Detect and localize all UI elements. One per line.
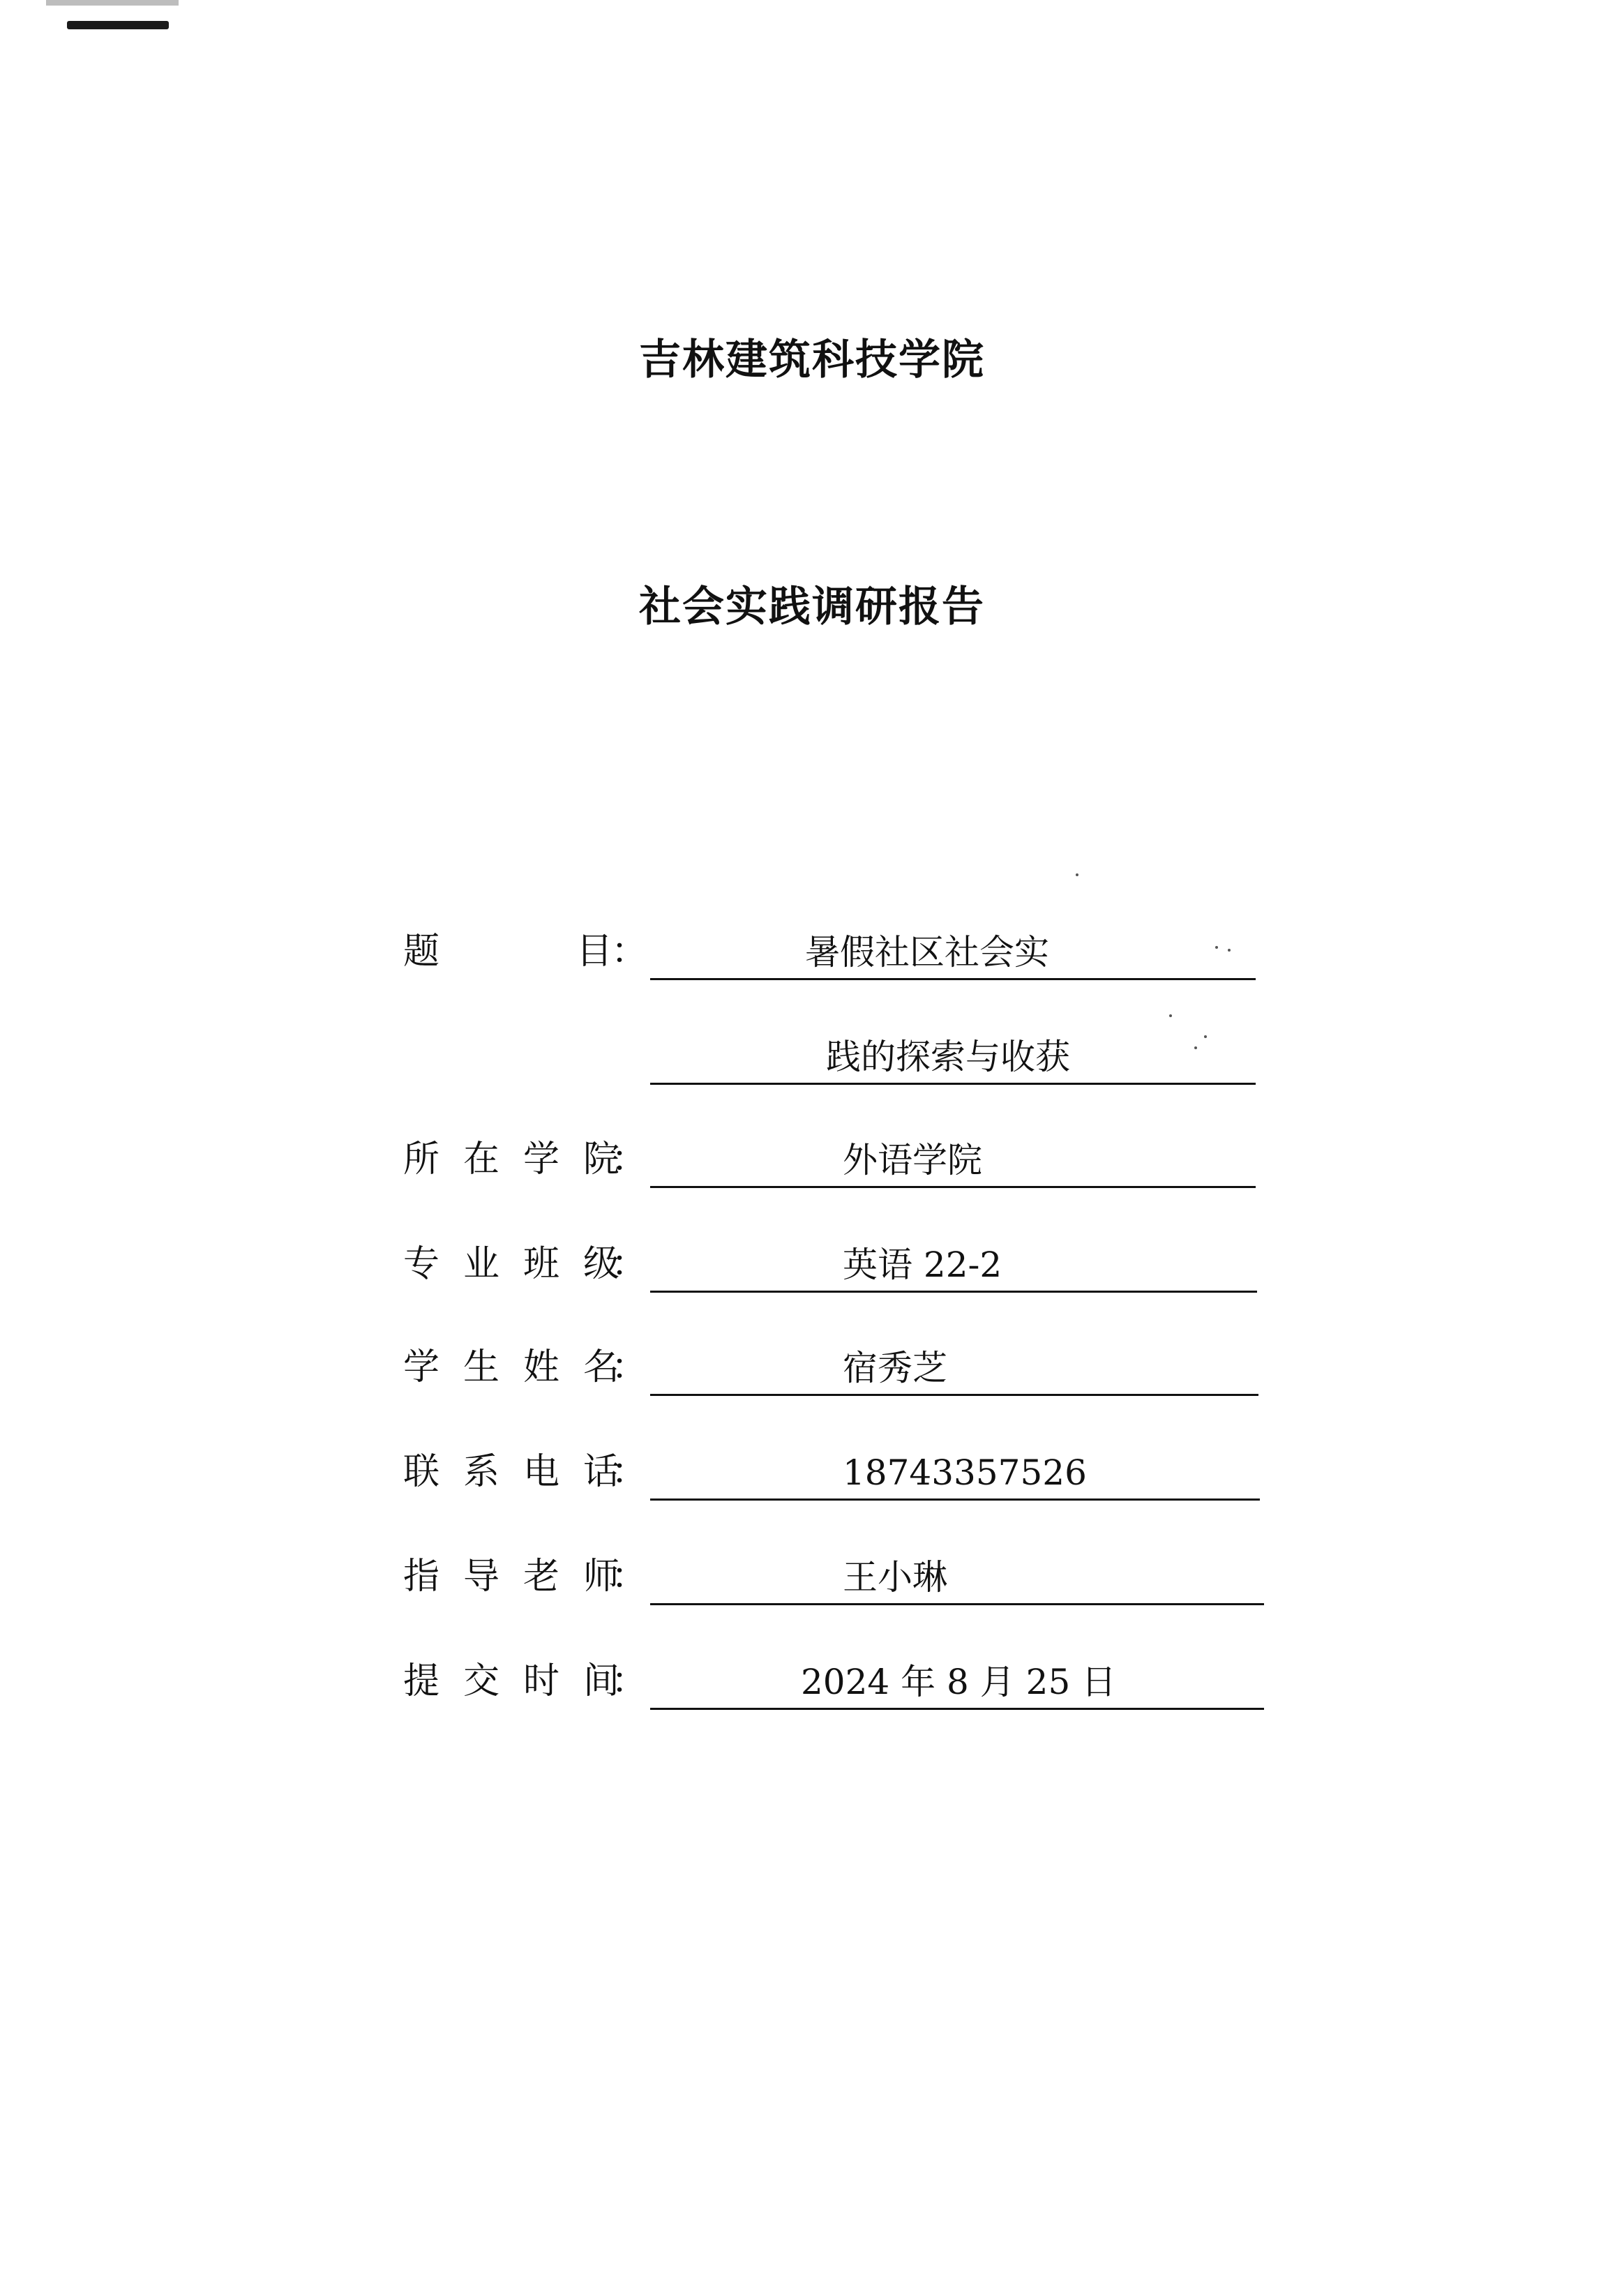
major-class-label — [403, 1236, 648, 1292]
college-value: 外语学院 — [843, 1140, 982, 1180]
submit-date-value: 2024 年 8 月 25 日 — [801, 1662, 1117, 1702]
college-field — [650, 1132, 1256, 1188]
phone-label-text — [403, 1444, 619, 1500]
label-char: 提 — [403, 1660, 440, 1702]
major-class-colon: ： — [611, 1243, 648, 1285]
label-char: 所 — [403, 1139, 440, 1180]
major-class-label-text — [403, 1236, 619, 1292]
college-label-text — [403, 1132, 619, 1187]
label-char: 学 — [522, 1139, 559, 1180]
school-name: 吉林建筑科技学院 — [639, 336, 985, 384]
label-char: 话 — [582, 1451, 619, 1493]
major-class-value: 英语 22-2 — [843, 1245, 1002, 1285]
label-char: 级 — [582, 1243, 619, 1285]
advisor-colon: ： — [611, 1556, 648, 1598]
advisor-value: 王小琳 — [843, 1557, 947, 1598]
major-class-field — [650, 1236, 1257, 1293]
student-name-field — [650, 1339, 1258, 1396]
college-label — [403, 1132, 648, 1187]
label-char: 名 — [582, 1346, 619, 1388]
phone-label — [403, 1444, 648, 1500]
submit-date-label-text — [403, 1653, 619, 1709]
report-title: 社会实践调研报告 — [639, 583, 985, 631]
label-char: 业 — [463, 1243, 499, 1285]
label-char: 题 — [403, 931, 440, 972]
scan-speck — [1076, 873, 1078, 876]
phone-colon: ： — [611, 1451, 648, 1493]
label-char: 院 — [582, 1139, 619, 1180]
label-char: 指 — [403, 1556, 440, 1598]
label-char: 目 — [576, 931, 612, 972]
label-char: 间 — [582, 1660, 619, 1702]
advisor-field — [650, 1549, 1264, 1605]
scan-corner-mark — [67, 21, 169, 29]
advisor-label — [403, 1549, 648, 1605]
scan-speck — [1215, 946, 1218, 949]
label-char: 时 — [522, 1660, 559, 1702]
label-char: 生 — [463, 1346, 499, 1388]
label-char: 学 — [403, 1346, 440, 1388]
submit-date-colon: ： — [611, 1660, 648, 1702]
topic-field-line2 — [650, 1028, 1256, 1085]
scan-edge-shadow — [46, 0, 179, 6]
student-name-label — [403, 1339, 648, 1395]
phone-field — [650, 1444, 1260, 1501]
topic-field-line1 — [650, 924, 1256, 980]
submit-date-field — [650, 1653, 1264, 1710]
label-char: 姓 — [522, 1346, 559, 1388]
student-name-value: 宿秀芝 — [843, 1348, 947, 1388]
college-colon: ： — [611, 1139, 648, 1180]
topic-label-text — [403, 924, 612, 979]
student-name-colon: ： — [611, 1346, 648, 1388]
topic-value-line1: 暑假社区社会实 — [805, 932, 1049, 972]
label-char: 电 — [522, 1451, 559, 1493]
scan-speck — [1228, 949, 1231, 952]
phone-value: 18743357526 — [843, 1452, 1087, 1493]
label-char: 交 — [463, 1660, 499, 1702]
label-char: 联 — [403, 1451, 440, 1493]
label-char: 班 — [522, 1243, 559, 1285]
label-char: 导 — [463, 1556, 499, 1598]
label-char: 在 — [463, 1139, 499, 1180]
submit-date-label — [403, 1653, 648, 1709]
advisor-label-text — [403, 1549, 619, 1605]
topic-value-line2: 践的探索与收获 — [826, 1037, 1070, 1077]
label-char: 专 — [403, 1243, 440, 1285]
label-char: 系 — [463, 1451, 499, 1493]
scan-speck — [1204, 1035, 1207, 1038]
scan-speck — [1194, 1046, 1197, 1049]
student-name-label-text — [403, 1339, 619, 1395]
topic-label — [403, 924, 648, 979]
scan-speck — [1169, 1014, 1172, 1017]
label-char: 老 — [522, 1556, 559, 1598]
label-char: 师 — [582, 1556, 619, 1598]
topic-colon: ： — [611, 931, 648, 972]
